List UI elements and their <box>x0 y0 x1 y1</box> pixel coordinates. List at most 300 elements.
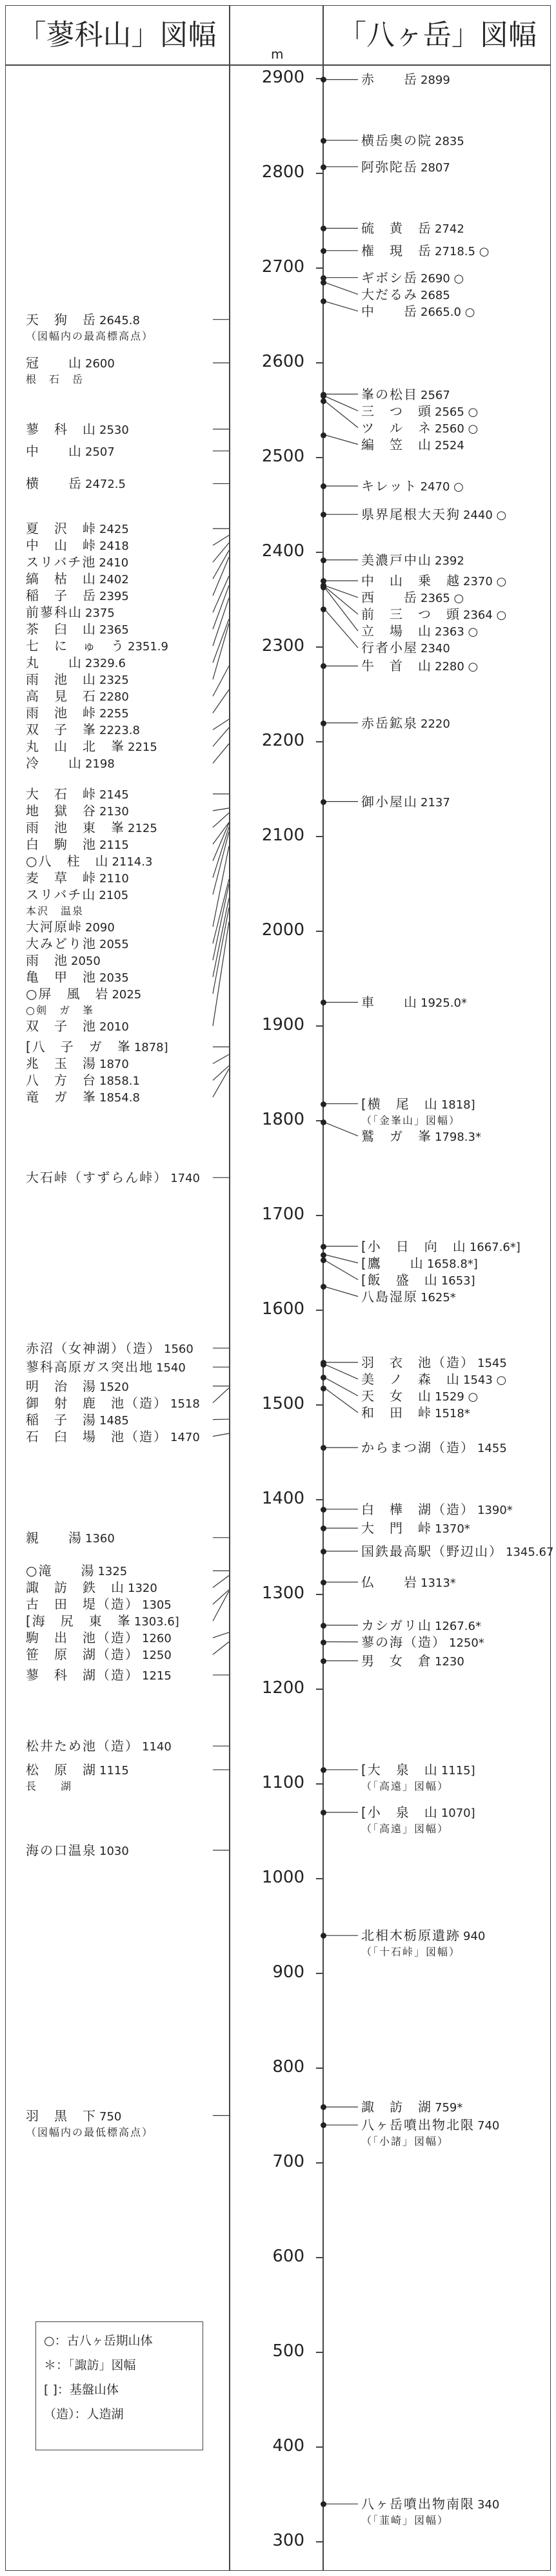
item-altitude: 2125 <box>128 821 157 835</box>
leader-line <box>324 1377 358 1395</box>
item-name: 編 笠 山 <box>361 436 432 452</box>
item-name: 双 子 池 <box>26 1018 97 1034</box>
item-name: 諏 訪 鉄 山 <box>26 1580 125 1596</box>
item-altitude: 2690 ○ <box>421 271 464 286</box>
item-altitude: 1520 <box>99 1380 129 1394</box>
item-name: 縞 枯 山 <box>26 571 97 587</box>
item-altitude: 2645.8 <box>99 313 140 327</box>
axis-tick-label: 2600 <box>261 352 304 371</box>
item-name: （「十石峠」図幅） <box>361 1946 461 1959</box>
item-name: 笹 原 湖（造） <box>26 1647 139 1663</box>
leader-line <box>324 609 358 648</box>
item-altitude: 2370 ○ <box>463 575 507 589</box>
leader-line <box>324 1260 358 1280</box>
item-altitude: 1115] <box>441 1763 475 1777</box>
left-item <box>26 1667 219 1684</box>
axis-tick-label: 1200 <box>261 1678 304 1698</box>
axis-tick-label: 600 <box>272 2247 304 2266</box>
left-item <box>26 688 219 705</box>
axis-tick-mark <box>316 552 323 553</box>
item-altitude: 2050 <box>71 954 101 968</box>
item-name: （図幅内の最低標高点） <box>26 2126 154 2138</box>
item-altitude: 740 <box>477 2119 500 2133</box>
axis-tick-mark <box>316 1878 323 1879</box>
leader-line <box>324 301 358 311</box>
item-name: 牛 首 山 <box>361 658 432 674</box>
item-name: 冠 山 <box>26 355 83 371</box>
item-name: スリバチ山 <box>26 886 97 902</box>
axis-tick-label: 1600 <box>261 1299 304 1319</box>
item-name: からまつ湖（造） <box>361 1440 475 1456</box>
item-name: 前蓼科山 <box>26 605 83 621</box>
axis-tick-label: 1100 <box>261 1773 304 1792</box>
item-altitude: 1545 <box>477 1356 507 1370</box>
item-altitude: 2472.5 <box>85 478 126 492</box>
item-name: 蓼科高原ガス突出地 <box>26 1359 154 1375</box>
item-name: 阿弥陀岳 <box>361 159 418 175</box>
item-altitude: 1370* <box>435 1522 470 1536</box>
item-name: 和 田 峠 <box>361 1404 432 1420</box>
item-altitude: 2115 <box>99 838 129 852</box>
right-item <box>361 243 545 260</box>
right-item <box>361 2133 545 2149</box>
item-name: 松 原 湖 <box>26 1761 97 1777</box>
item-name: 天 狗 岳 <box>26 311 97 327</box>
item-altitude: 1560 <box>164 1342 194 1356</box>
right-item <box>361 1289 545 1306</box>
item-name: ○剣 ガ 峯 <box>26 1003 94 1016</box>
item-name: 中 岳 <box>361 303 418 319</box>
item-name: 雨 池 山 <box>26 672 97 688</box>
item-altitude: 1320 <box>128 1582 157 1596</box>
item-name: 稲 子 岳 <box>26 588 97 604</box>
axis-tick-mark <box>316 741 323 742</box>
right-item <box>361 1371 545 1388</box>
leader-line <box>324 587 358 631</box>
axis-tick-mark <box>316 646 323 648</box>
right-item <box>361 1405 545 1422</box>
left-item <box>26 705 219 722</box>
left-item <box>26 786 219 803</box>
item-altitude: 2470 ○ <box>420 480 464 494</box>
item-altitude: 1653] <box>441 1273 475 1288</box>
item-altitude: 1070] <box>441 1806 475 1821</box>
axis-tick-label: 2900 <box>261 68 304 87</box>
item-name: 白 樺 湖（造） <box>361 1501 475 1517</box>
right-item <box>361 387 545 403</box>
altitude-dot <box>321 1101 326 1107</box>
item-altitude: 1305 <box>142 1598 172 1612</box>
item-name: 亀 甲 池 <box>26 969 97 985</box>
item-name: 横 岳 <box>26 476 83 492</box>
item-altitude: 2835 <box>435 134 464 148</box>
item-name: 白 駒 池 <box>26 836 97 852</box>
item-name: 麦 草 峠 <box>26 869 97 886</box>
item-altitude: 1667.6*] <box>469 1240 521 1254</box>
axis-tick-label: 1000 <box>261 1868 304 1887</box>
item-altitude: 2010 <box>99 1020 129 1034</box>
item-name: 仏 岩 <box>361 1574 418 1590</box>
item-altitude: 2418 <box>99 539 129 554</box>
leader-line <box>324 586 358 614</box>
left-item <box>26 1580 219 1596</box>
item-altitude: 2130 <box>99 804 129 818</box>
right-item <box>361 437 545 454</box>
item-altitude: 2600 <box>85 357 115 371</box>
left-item <box>26 837 219 853</box>
right-item <box>361 287 545 304</box>
item-name: 横岳奥の院 <box>361 132 432 148</box>
right-item <box>361 1820 545 1837</box>
right-item <box>361 1355 545 1371</box>
axis-tick-label: 2200 <box>261 731 304 750</box>
left-item <box>26 655 219 672</box>
right-item <box>361 1618 545 1634</box>
right-item <box>361 1634 545 1651</box>
item-altitude: 2090 <box>85 920 115 935</box>
item-altitude: 2255 <box>99 707 129 721</box>
item-name: 古 田 堤（造） <box>26 1596 139 1612</box>
right-item <box>361 640 545 657</box>
left-item <box>26 1002 219 1018</box>
item-name: ○八 柱 山 <box>26 853 110 869</box>
axis-tick-label: 2700 <box>261 257 304 276</box>
right-item <box>361 1574 545 1591</box>
axis-tick-mark <box>316 362 323 363</box>
axis-tick-mark <box>316 1025 323 1027</box>
left-item <box>26 853 219 870</box>
item-altitude: 2365 <box>99 623 129 637</box>
item-name: 中 山 峠 <box>26 537 97 554</box>
left-item <box>26 936 219 953</box>
right-item <box>361 573 545 590</box>
item-name: 大 石 峠 <box>26 786 97 802</box>
altitude-dot <box>321 1549 326 1554</box>
left-item <box>26 371 219 387</box>
left-item <box>26 1762 219 1779</box>
item-altitude: 1390* <box>477 1503 513 1517</box>
right-header: 「八ヶ岳」図幅 <box>338 19 537 52</box>
axis-tick-mark <box>316 2446 323 2448</box>
left-item <box>26 1530 219 1547</box>
left-item <box>26 554 219 571</box>
left-item <box>26 421 219 438</box>
altitude-dot <box>321 432 326 438</box>
axis-tick-mark <box>316 931 323 932</box>
left-item <box>26 803 219 820</box>
item-name: [八 子 ガ 峯 <box>26 1039 132 1055</box>
axis-tick-mark <box>316 1973 323 1974</box>
right-item <box>361 1943 545 1960</box>
item-altitude: 2375 <box>85 606 115 621</box>
left-item <box>26 1613 219 1630</box>
right-item <box>361 1239 545 1255</box>
item-altitude: 2025 <box>112 987 142 1002</box>
left-item <box>26 1777 219 1794</box>
item-altitude: 2351.9 <box>128 640 168 654</box>
item-altitude: 2899 <box>421 73 450 88</box>
item-name: 権 現 岳 <box>361 242 432 258</box>
axis-tick-mark <box>316 457 323 458</box>
item-name: （図幅内の最高標高点） <box>26 329 154 342</box>
item-altitude: 1313* <box>421 1576 456 1590</box>
item-altitude: 1518* <box>435 1406 470 1420</box>
right-item <box>361 403 545 420</box>
left-item <box>26 755 219 772</box>
left-item <box>26 953 219 969</box>
item-name: ツ ル ネ <box>361 420 432 436</box>
axis-tick-label: 2000 <box>261 920 304 940</box>
axis-tick-label: 2800 <box>261 162 304 182</box>
left-item <box>26 2108 219 2125</box>
right-item <box>361 1440 545 1457</box>
item-name: 長 湖 <box>26 1779 73 1792</box>
axis-tick-label: 2300 <box>261 636 304 655</box>
left-item <box>26 1563 219 1580</box>
item-name: 天 女 山 <box>361 1388 432 1404</box>
item-name: 本沢 温泉 <box>26 904 84 917</box>
left-item <box>26 327 219 344</box>
item-altitude: 2105 <box>99 888 129 902</box>
axis-tick-label: 300 <box>272 2531 304 2550</box>
item-name: 大みどり池 <box>26 935 97 951</box>
item-name: 蓼 科 湖（造） <box>26 1667 139 1683</box>
item-altitude: 1529 ○ <box>435 1390 479 1404</box>
item-altitude: 1250* <box>449 1636 484 1650</box>
item-name: 松井ため池（造） <box>26 1738 139 1754</box>
altitude-dot <box>321 1386 326 1391</box>
item-altitude: 1518 <box>170 1397 200 1411</box>
item-altitude: 759* <box>435 2101 463 2115</box>
item-name: [海 尻 東 峯 <box>26 1613 132 1629</box>
leader-line <box>324 282 358 295</box>
left-item <box>26 1429 219 1446</box>
left-item <box>26 1039 219 1056</box>
item-name: 八島湿原 <box>361 1288 418 1304</box>
item-altitude: 2114.3 <box>112 855 153 869</box>
leader-line <box>324 396 358 411</box>
axis-tick-mark <box>316 2162 323 2164</box>
left-item <box>26 969 219 986</box>
item-altitude: 2665.0 ○ <box>421 305 475 319</box>
item-name: 北相木栃原遺跡 <box>361 1928 461 1944</box>
right-item <box>361 1128 545 1145</box>
leader-line <box>324 435 358 445</box>
item-altitude: 1140 <box>142 1740 172 1754</box>
item-name: 夏 沢 峠 <box>26 521 97 537</box>
item-name: 西 岳 <box>361 590 418 606</box>
axis-tick-label: 1700 <box>261 1205 304 1224</box>
item-name: （「韮崎」図幅） <box>361 2514 450 2527</box>
right-item <box>361 552 545 569</box>
axis-tick-mark <box>316 2068 323 2069</box>
left-item <box>26 1072 219 1089</box>
axis-tick-label: 1500 <box>261 1394 304 1413</box>
right-item <box>361 220 545 237</box>
item-name: 諏 訪 湖 <box>361 2099 432 2115</box>
axis-tick-label: 1300 <box>261 1583 304 1603</box>
leader-line <box>324 1255 358 1263</box>
item-name: 中 山 乗 越 <box>361 573 461 589</box>
item-altitude: 1625* <box>421 1290 456 1304</box>
item-altitude: 2325 <box>99 673 129 688</box>
left-item <box>26 672 219 688</box>
item-altitude: 1818] <box>441 1098 475 1112</box>
item-name: 赤沼（女神湖）（造） <box>26 1340 161 1356</box>
right-item <box>361 420 545 437</box>
item-name: 冷 山 <box>26 755 83 771</box>
item-name: 親 湯 <box>26 1529 83 1545</box>
item-altitude: 2329.6 <box>85 657 126 671</box>
item-name: 高 見 石 <box>26 688 97 704</box>
altitude-dot <box>321 799 326 805</box>
left-item <box>26 1018 219 1035</box>
left-item <box>26 986 219 1003</box>
altitude-dot <box>321 557 326 563</box>
item-altitude: 2565 ○ <box>435 405 479 419</box>
left-item <box>26 476 219 492</box>
item-name: 大石峠（すずらん峠） <box>26 1170 168 1186</box>
item-name: ○滝 湯 <box>26 1563 95 1579</box>
item-name: 男 女 倉 <box>361 1652 432 1669</box>
right-item <box>361 794 545 811</box>
item-name: 海の口温泉 <box>26 1842 97 1858</box>
item-name: 八ヶ岳噴出物北限 <box>361 2117 475 2133</box>
right-item <box>361 72 545 88</box>
item-name: 兆 玉 湯 <box>26 1056 97 1072</box>
item-altitude: 1230 <box>435 1654 464 1669</box>
left-item <box>26 1647 219 1663</box>
item-name: 赤岳鉱泉 <box>361 715 418 731</box>
left-item <box>26 1359 219 1376</box>
axis-tick-mark <box>316 173 323 174</box>
right-item <box>361 2496 545 2513</box>
item-name: [小 日 向 山 <box>361 1238 467 1254</box>
left-item <box>26 2124 219 2140</box>
item-name: 蓼 科 山 <box>26 421 97 437</box>
altitude-dot <box>321 1244 326 1250</box>
altitude-dot <box>321 398 326 404</box>
left-item <box>26 521 219 537</box>
item-altitude: 1543 ○ <box>463 1373 507 1387</box>
item-name: 羽 黒 下 <box>26 2107 97 2124</box>
item-altitude: 1345.67 <box>506 1545 554 1559</box>
right-item <box>361 270 545 287</box>
item-altitude: 1854.8 <box>99 1091 140 1105</box>
axis-tick-label: 2500 <box>261 447 304 466</box>
item-altitude: 1925.0* <box>421 996 467 1011</box>
item-name: 丸 山 <box>26 655 83 671</box>
item-name: （「小諸」図幅） <box>361 2135 450 2148</box>
item-altitude: 2280 ○ <box>435 660 479 674</box>
item-name: 行者小屋 <box>361 640 418 656</box>
leader-line <box>324 401 358 428</box>
leader-line <box>324 1286 358 1296</box>
item-altitude: 2507 <box>85 445 115 459</box>
item-name: 車 山 <box>361 994 418 1011</box>
item-name: ○屏 風 岩 <box>26 985 110 1002</box>
leader-line <box>324 1364 358 1379</box>
left-item <box>26 1412 219 1429</box>
item-name: 峯の松目 <box>361 386 418 402</box>
item-altitude: 1878] <box>134 1041 168 1055</box>
item-name: 御小屋山 <box>361 793 418 809</box>
right-item <box>361 1543 554 1560</box>
item-altitude: 2340 <box>421 642 450 656</box>
item-name: 美 ノ 森 山 <box>361 1371 461 1387</box>
left-item <box>26 1596 219 1613</box>
axis-tick-mark <box>316 1594 323 1595</box>
left-item <box>26 1843 219 1859</box>
right-item <box>361 606 545 623</box>
altitude-dot <box>321 1767 326 1773</box>
item-name: スリバチ池 <box>26 554 97 570</box>
item-altitude: 2718.5 ○ <box>435 244 490 258</box>
item-name: [大 泉 山 <box>361 1761 439 1777</box>
altitude-dot <box>321 1507 326 1513</box>
item-altitude: 2198 <box>85 757 115 771</box>
right-item <box>361 994 545 1011</box>
left-item <box>26 870 219 887</box>
right-item <box>361 1502 545 1518</box>
item-altitude: 940 <box>463 1930 486 1944</box>
axis-tick-mark <box>316 2541 323 2542</box>
axis-tick-label: 500 <box>272 2341 304 2361</box>
item-altitude: 1325 <box>97 1565 128 1579</box>
item-name: 蓼の海（造） <box>361 1634 446 1650</box>
altitude-dot <box>321 164 326 170</box>
item-altitude: 2685 <box>421 288 450 302</box>
item-altitude: 2807 <box>421 160 450 175</box>
right-item <box>361 2117 545 2134</box>
right-item <box>361 658 545 675</box>
axis-tick-label: 700 <box>272 2152 304 2171</box>
axis-tick-mark <box>316 2352 323 2353</box>
left-item <box>26 1170 219 1186</box>
right-item <box>361 2099 545 2116</box>
item-altitude: 2440 ○ <box>463 508 507 523</box>
item-altitude: 2392 <box>435 554 464 568</box>
item-name: 八ヶ岳噴出物南限 <box>361 2496 475 2512</box>
right-item <box>361 304 545 320</box>
item-name: 中 山 <box>26 443 83 459</box>
left-item <box>26 537 219 554</box>
right-item <box>361 1388 545 1405</box>
item-name: 丸 山 北 峯 <box>26 739 125 755</box>
leader-line <box>324 1388 358 1413</box>
item-altitude: 2524 <box>435 438 464 452</box>
altitude-dot <box>321 280 326 286</box>
axis-tick-mark <box>316 1499 323 1500</box>
item-name: 竜 ガ 峯 <box>26 1089 97 1105</box>
altitude-dot <box>321 721 326 726</box>
item-name: 根 石 岳 <box>26 373 84 385</box>
altitude-dot <box>321 1658 326 1664</box>
left-item <box>26 820 219 837</box>
item-altitude: 340 <box>477 2498 500 2512</box>
axis-tick-label: 2100 <box>261 826 304 845</box>
item-altitude: 2110 <box>99 871 129 886</box>
left-item <box>26 1056 219 1072</box>
legend <box>35 2321 203 2450</box>
item-altitude: 2363 ○ <box>435 625 479 639</box>
left-item <box>26 722 219 739</box>
altitude-dot <box>321 1623 326 1629</box>
item-name: 地 獄 谷 <box>26 802 97 818</box>
item-altitude: 2145 <box>99 788 129 802</box>
item-name: 硫 黄 岳 <box>361 220 432 237</box>
item-name: 雨 池 <box>26 952 68 968</box>
